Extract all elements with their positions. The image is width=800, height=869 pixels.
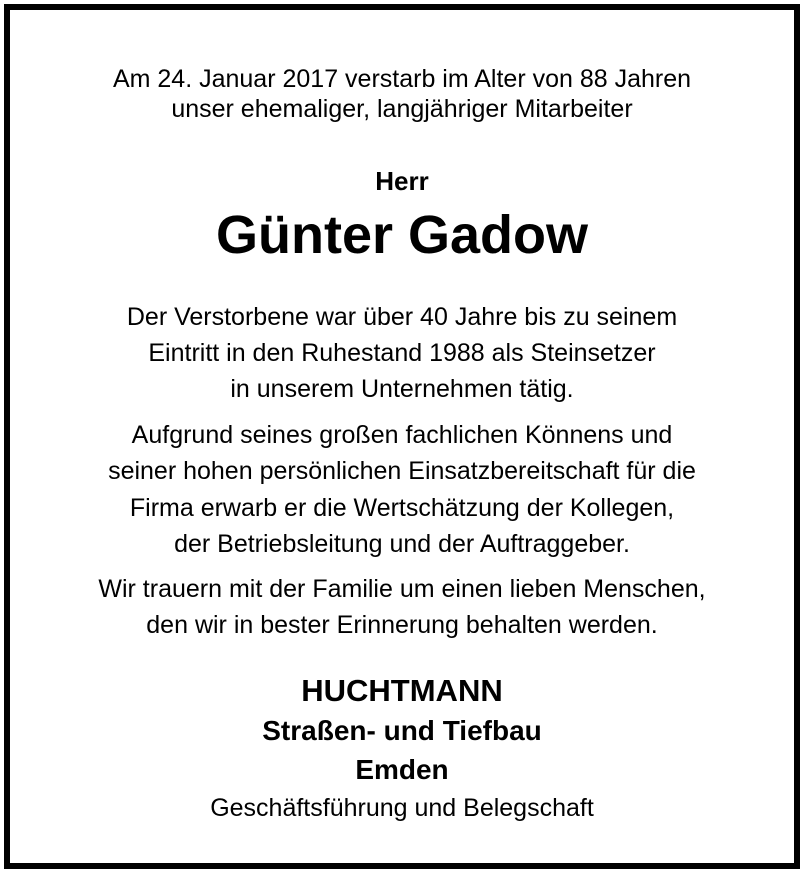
signatories: Geschäftsführung und Belegschaft <box>210 794 594 822</box>
company-city: Emden <box>355 754 449 785</box>
paragraph-3-line-2: den wir in bester Erinnerung behalten werden. <box>146 611 658 639</box>
salutation: Herr <box>375 166 429 196</box>
intro-line-1: Am 24. Januar 2017 verstarb im Alter von 88 Jahren <box>112 65 692 93</box>
paragraph-1-line-2: Eintritt in den Ruhestand 1988 als Steinsetzer <box>148 339 656 367</box>
company-business: Straßen- und Tiefbau <box>262 715 542 746</box>
obituary-notice <box>4 4 800 869</box>
paragraph-2-line-2: seiner hohen persönlichen Einsatzbereitschaft für die <box>108 457 696 485</box>
paragraph-3-line-1: Wir trauern mit der Familie um einen lieben Menschen, <box>98 575 706 603</box>
paragraph-2-line-1: Aufgrund seines großen fachlichen Könnens und <box>131 421 673 449</box>
deceased-name: Günter Gadow <box>215 205 588 265</box>
company-name: HUCHTMANN <box>301 673 503 708</box>
paragraph-1-line-3: in unserem Unternehmen tätig. <box>230 375 574 403</box>
paragraph-2-line-3: Firma erwarb er die Wertschätzung der Kollegen, <box>129 494 675 522</box>
paragraph-2-line-4: der Betriebsleitung und der Auftraggeber. <box>174 530 630 558</box>
paragraph-1-line-1: Der Verstorbene war über 40 Jahre bis zu seinem <box>126 303 678 331</box>
intro-line-2: unser ehemaliger, langjähriger Mitarbeiter <box>171 95 633 123</box>
